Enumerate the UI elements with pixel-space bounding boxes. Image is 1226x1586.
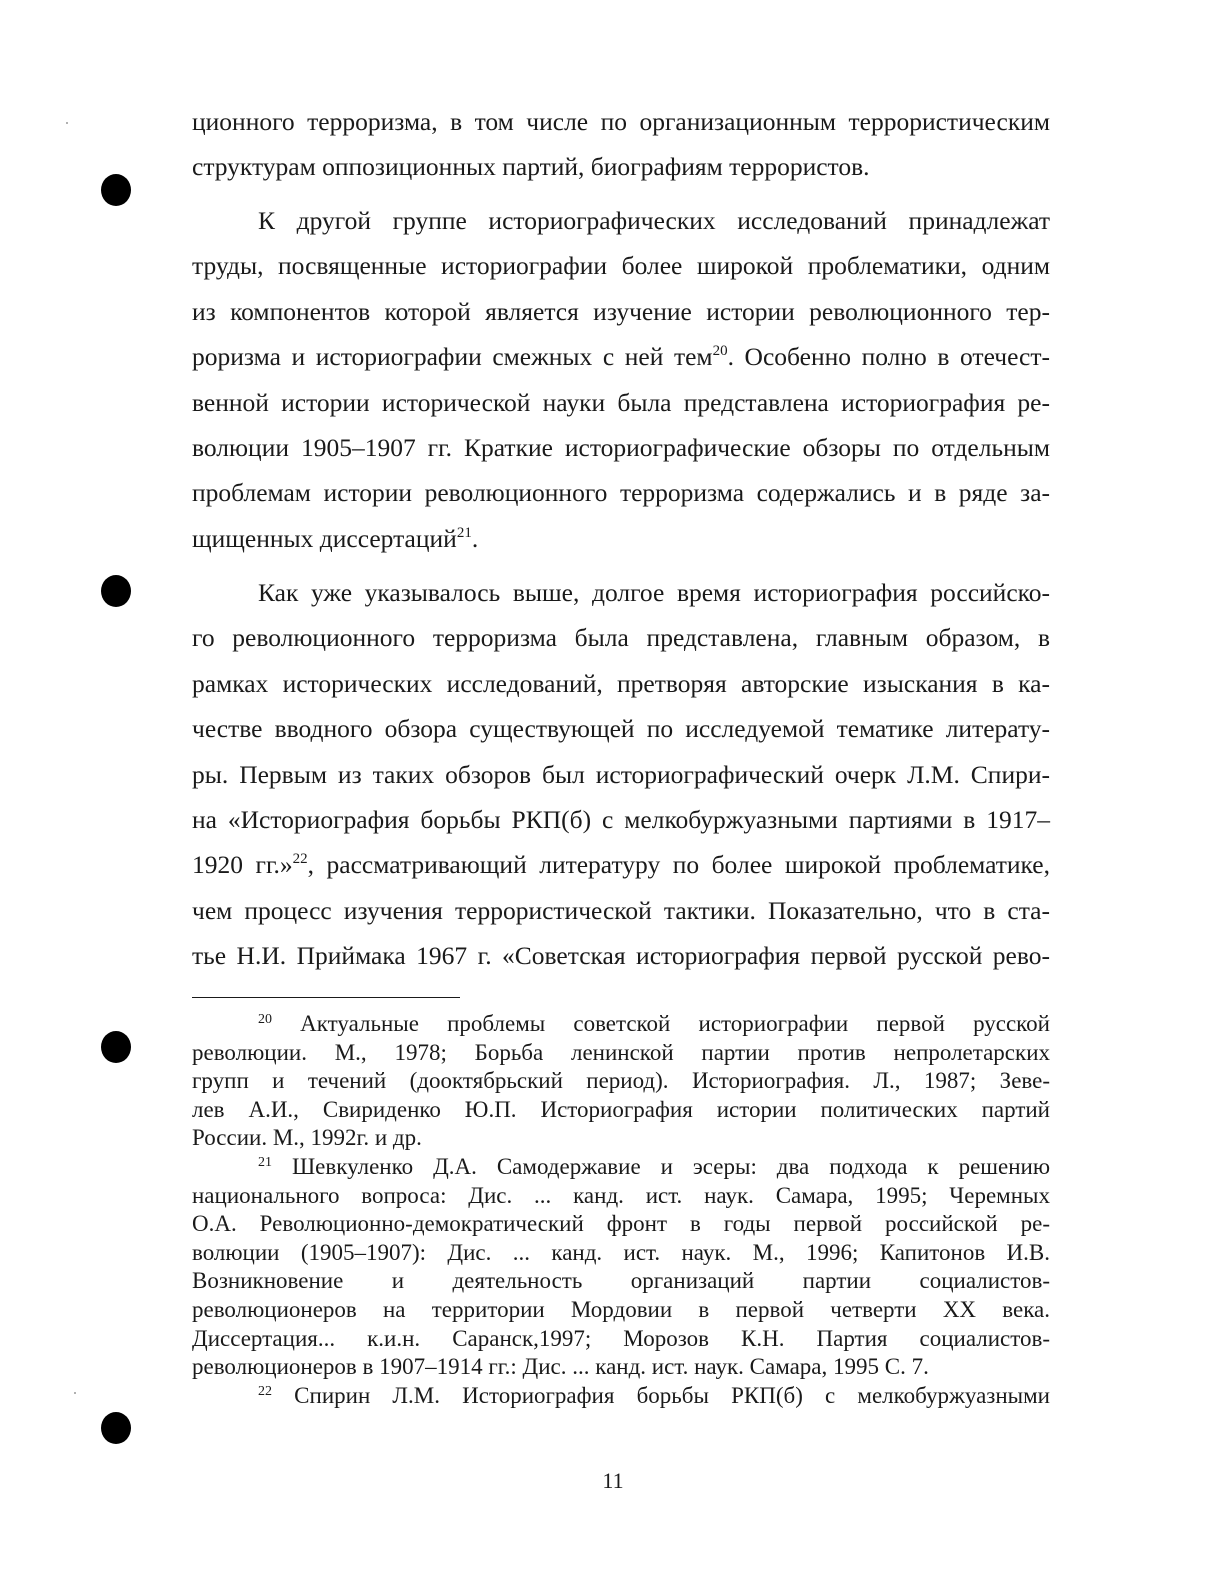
text-line (192, 334, 1050, 379)
text-line: тье Н.И. Приймака 1967 г. «Советская историография первой русской рево- (192, 941, 1050, 971)
scan-speck (66, 122, 68, 124)
footnote-ref[interactable]: 22 (292, 851, 308, 868)
text-line: проблемам истории революционного терроризма содержались и в ряде за- (192, 478, 1050, 508)
footnote-number: 22 (258, 1383, 272, 1399)
text-line: О.А. Революционно-демократический фронт в годы первой российской ре- (192, 1211, 1050, 1237)
text-line: К другой группе историографических исследований принадлежат (258, 206, 1050, 235)
text-line: Как уже указывалось выше, долгое время историография российско- (258, 578, 1050, 607)
text-line (192, 842, 1050, 887)
text-fragment: Актуальные проблемы советской историографии первой русской (300, 1011, 1050, 1036)
text-fragment: . Особенно полно в отечест- (727, 342, 1050, 372)
text-line: ры. Первым из таких обзоров был историографический очерк Л.М. Спири- (192, 759, 1050, 789)
footnote-number: 21 (258, 1154, 272, 1170)
text-line: групп и течений (дооктябрьский период). Историография. Л., 1987; Зеве- (192, 1068, 1050, 1094)
text-fragment: , рассматривающий литературу по более широкой проблематике, (307, 850, 1050, 880)
footnote-separator (192, 997, 460, 998)
text-fragment: щищенных диссертаций (192, 523, 457, 553)
footnote-ref[interactable]: 21 (456, 524, 472, 541)
text-line: волюции 1905–1907 гг. Краткие историографические обзоры по отдельным (192, 432, 1050, 462)
text-fragment: Спирин Л.М. Историография борьбы РКП(б) с мелкобуржуазными (294, 1382, 1050, 1408)
text-line: Возникновение и деятельность организаций партии социалистов- (192, 1268, 1050, 1294)
text-line: из компонентов которой является изучение истории революционного тер- (192, 296, 1050, 326)
paragraph-continuation (192, 99, 1050, 190)
footnote-20 (192, 1010, 1050, 1153)
text-line: национального вопроса: Дис. ... канд. ист. наук. Самара, 1995; Черемных (192, 1182, 1050, 1208)
scan-speck (74, 1392, 76, 1394)
text-fragment: . (471, 523, 479, 553)
text-line: рамках исторических исследований, претворяя авторские изыскания в ка- (192, 668, 1050, 698)
text-line: волюции (1905–1907): Дис. ... канд. ист. наук. М., 1996; Капитонов И.В. (192, 1239, 1050, 1265)
text-line: Диссертация... к.и.н. Саранск,1997; Морозов К.Н. Партия социалистов- (192, 1325, 1050, 1351)
text-line: чем процесс изучения террористической тактики. Показательно, что в ста- (192, 895, 1050, 925)
text-line: труды, посвященные историографии более широкой проблематики, одним (192, 251, 1050, 281)
footnote-number: 20 (258, 1012, 272, 1027)
text-line (192, 1153, 1050, 1182)
footnote-22 (192, 1382, 1050, 1411)
paragraph-historiography-groups (192, 198, 1050, 561)
footnotes (192, 1010, 1050, 1410)
text-line: революционеров в 1907–1914 гг.: Дис. ... канд. ист. наук. Самара, 1995 С. 7. (192, 1354, 929, 1380)
text-fragment: 1920 гг.» (192, 850, 293, 880)
text-line (192, 1382, 1050, 1411)
text-line: на «Историография борьбы РКП(б) с мелкобуржуазными партиями в 1917– (192, 804, 1050, 834)
paragraph-revolutionary-terrorism (192, 570, 1050, 979)
text-fragment: Шевкуленко Д.А. Самодержавие и эсеры: два подхода к решению (291, 1153, 1051, 1179)
punch-hole (101, 1412, 131, 1444)
text-line: го революционного терроризма была представлена, главным образом, в (192, 623, 1050, 653)
text-line: честве вводного обзора существующей по исследуемой тематике литерату- (192, 714, 1050, 744)
text-line (192, 1010, 1050, 1039)
punch-hole (101, 1031, 131, 1063)
text-fragment: роризма и историографии смежных с ней тем (192, 342, 713, 372)
text-line: структурам оппозиционных партий, биографиям террористов. (192, 152, 870, 182)
text-line (192, 516, 1050, 561)
punch-hole (101, 575, 131, 607)
text-line: лев А.И., Свириденко Ю.П. Историография истории политических партий (192, 1096, 1050, 1122)
text-line: венной истории исторической науки была представлена историография ре- (192, 387, 1050, 417)
text-line: революционеров на территории Мордовии в первой четверти XX века. (192, 1296, 1050, 1322)
footnote-ref[interactable]: 20 (712, 343, 728, 360)
text-line: России. М., 1992г. и др. (192, 1125, 422, 1151)
page-number: 11 (602, 1468, 624, 1493)
text-line: ционного терроризма, в том числе по организационным террористическим (192, 107, 1050, 136)
footnote-21 (192, 1153, 1050, 1382)
punch-hole (101, 174, 131, 206)
text-line: революции. М., 1978; Борьба ленинской партии против непролетарских (192, 1039, 1050, 1065)
